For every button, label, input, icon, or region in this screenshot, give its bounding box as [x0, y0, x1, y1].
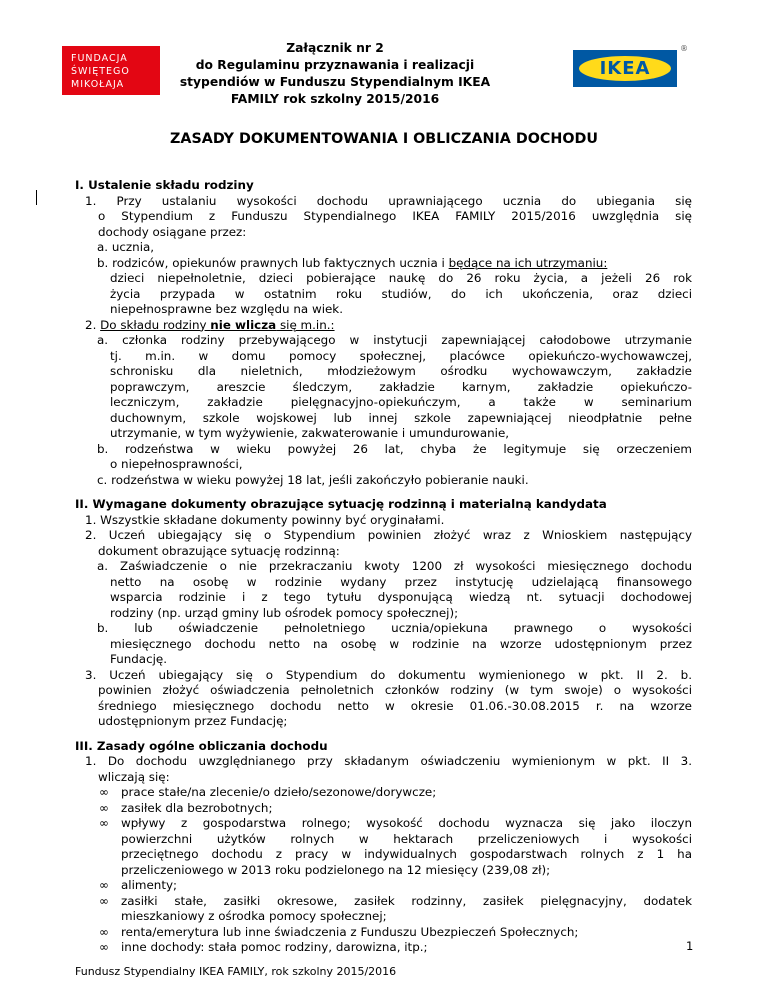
text-cursor [36, 190, 37, 205]
infinity-bullet-icon: ∞ [99, 878, 109, 892]
underlined-text: się m.in.: [276, 317, 335, 332]
ikea-logo-oval [579, 56, 671, 81]
bullet-item [99, 785, 692, 801]
paragraph-line: Fundację. [110, 652, 168, 666]
underlined-text: Do składu rodziny [100, 317, 211, 332]
paragraph-line: o niepełnosprawności, [110, 457, 243, 471]
paragraph-line: wsparcia rodzinie i z tego tytułu dysponującą wiedzą nt. sytuacji dochodowej [110, 590, 692, 604]
header-line: FAMILY rok szkolny 2015/2016 [230, 92, 440, 106]
paragraph-line: powinien złożyć oświadczenia pełnoletnich członków rodziny (w tym swoje) o wysokości [98, 683, 692, 697]
paragraph-line: przeciętnego dochodu z pracy w indywidualnych gospodarstwach rolnych z 1 ha [121, 847, 692, 861]
section-heading: II. Wymagane dokumenty obrazujące sytuację rodzinną i materialną kandydata [75, 497, 607, 511]
paragraph-line: b. lub oświadczenie pełnoletniego ucznia/opiekuna prawnego o wysokości [97, 621, 692, 635]
paragraph-line: średniego miesięcznego dochodu netto w okresie 01.06.-30.08.2015 r. na wzorze [98, 698, 692, 713]
bullet-text: zasiłek dla bezrobotnych; [121, 800, 273, 815]
bullet-item [99, 878, 692, 894]
paragraph-line: 1. Do dochodu uwzględnianego przy składanym oświadczeniu wymienionym w pkt. II 3. [85, 754, 692, 768]
bullet-item [99, 816, 692, 832]
paragraph-line: netto na osobę w rodzinie wydany przez instytucję udzielającą finansowego [110, 574, 692, 589]
bullet-item [99, 925, 692, 941]
infinity-bullet-icon: ∞ [99, 785, 109, 799]
paragraph-line: tj. m.in. w domu pomocy społecznej, placówce opiekuńczo-wychowawczej, [110, 348, 692, 363]
bullet-text: alimenty; [121, 878, 178, 892]
text-span: b. rodziców, opiekunów prawnych lub faktycznych ucznia i [97, 255, 449, 270]
paragraph-line: schronisku dla nieletnich, młodzieżowym ośrodku wychowawczym, zakładzie [110, 364, 692, 378]
header-line: stypendiów w Funduszu Stypendialnym IKEA [179, 75, 491, 89]
paragraph-line: powierzchni użytków rolnych w hektarach przeliczeniowych i wysokości [121, 831, 692, 846]
paragraph-line: 3. Uczeń ubiegający się o Stypendium do dokumentu wymienionego w pkt. II 2. b. [85, 667, 692, 682]
paragraph-line: udostępnionym przez Fundację; [98, 714, 288, 728]
bullet-text: renta/emerytura lub inne świadczenia z Funduszu Ubezpieczeń Społecznych; [121, 924, 579, 939]
paragraph-line: przeliczeniowego w 2013 roku podzielonego na 12 miesięcy (239,08 zł); [121, 862, 551, 877]
paragraph-line: 1. Przy ustalaniu wysokości dochodu uprawniającego ucznia do ubiegania się [85, 193, 692, 208]
underlined-text: będące na ich utrzymaniu: [448, 255, 608, 270]
paragraph-line: miesięcznego dochodu netto na osobę w rodzinie na wzorze udostępnionym przez [110, 636, 692, 651]
bullet-text: zasiłki stałe, zasiłki okresowe, zasiłek rodzinny, zasiłek pielęgnacyjny, dodatek [121, 893, 692, 908]
bullet-text: prace stałe/na zlecenie/o dzieło/sezonowe/dorywcze; [121, 785, 437, 799]
page-number: 1 [686, 939, 694, 953]
paragraph-line: b. rodzeństwa w wieku powyżej 26 lat, chyba że legitymuje się orzeczeniem [97, 441, 692, 456]
bullet-item [99, 894, 692, 910]
paragraph-line: wliczają się: [98, 769, 170, 784]
section-heading: I. Ustalenie składu rodziny [75, 178, 254, 192]
infinity-bullet-icon: ∞ [99, 800, 109, 815]
section-heading: III. Zasady ogólne obliczania dochodu [75, 738, 328, 753]
paragraph-line: poprawczym, areszcie śledczym, zakładzie karnym, zakładzie opiekuńczo- [110, 379, 692, 394]
header-line: Załącznik nr 2 [286, 41, 384, 55]
registered-mark: ® [680, 44, 688, 53]
paragraph-line: dzieci niepełnoletnie, dzieci pobierające naukę do 26 roku życia, a jeżeli 26 rok [110, 271, 692, 285]
list-item: a. ucznia, [97, 240, 155, 254]
bullet-text: inne dochody: stała pomoc rodziny, darowizna, itp.; [121, 940, 428, 954]
logo-line: FUNDACJA [71, 53, 128, 64]
infinity-bullet-icon: ∞ [99, 940, 109, 954]
paragraph-line: dokument obrazujące sytuację rodzinną: [98, 543, 340, 558]
ikea-logo-text: IKEA [599, 58, 651, 79]
text-span: 2. [85, 317, 101, 332]
list-item: c. rodzeństwa w wieku powyżej 18 lat, jeśli zakończyło pobieranie nauki. [97, 472, 529, 487]
paragraph-line: życia przypada w ostatnim roku studiów, do ich ukończenia, oraz dzieci [110, 286, 692, 301]
paragraph-line: leczniczym, zakładzie pielęgnacyjno-opiekuńczym, a także w seminarium [110, 395, 692, 409]
header-line: do Regulaminu przyznawania i realizacji [195, 58, 475, 72]
bullet-text: wpływy z gospodarstwa rolnego; wysokość dochodu wyznacza się jako iloczyn [121, 816, 692, 830]
bold-underlined-text: nie wlicza [210, 317, 277, 332]
paragraph-line: mieszkaniowy z ośrodka pomocy społecznej; [121, 909, 387, 923]
infinity-bullet-icon: ∞ [99, 893, 109, 908]
bullet-item [99, 801, 692, 817]
document-title: ZASADY DOKUMENTOWANIA I OBLICZANIA DOCHODU [170, 131, 598, 147]
bullet-item [99, 940, 692, 956]
ikea-logo [573, 50, 677, 87]
list-item [97, 256, 692, 272]
paragraph-line: utrzymanie, w tym wyżywienie, zakwaterowanie i umundurowanie, [110, 426, 510, 440]
paragraph-line: rodziny (np. urząd gminy lub ośrodek pomocy społecznej); [110, 605, 459, 620]
list-item [85, 318, 692, 334]
logo-line: ŚWIĘTEGO [71, 66, 130, 77]
paragraph-line: a. Zaświadczenie o nie przekraczaniu kwoty 1200 zł wysokości miesięcznego dochodu [97, 559, 692, 573]
list-item: 1. Wszystkie składane dokumenty powinny być oryginałami. [85, 512, 445, 527]
paragraph-line: 2. Uczeń ubiegający się o Stypendium powinien złożyć wraz z Wnioskiem następujący [85, 528, 692, 542]
paragraph-line: o Stypendium z Funduszu Stypendialnego IKEA FAMILY 2015/2016 uwzględnia się [98, 209, 692, 223]
infinity-bullet-icon: ∞ [99, 924, 109, 939]
fundacja-logo [62, 46, 160, 95]
document-body [75, 178, 692, 956]
infinity-bullet-icon: ∞ [99, 816, 109, 830]
attachment-header [170, 40, 500, 108]
page-footer: Fundusz Stypendialny IKEA FAMILY, rok szkolny 2015/2016 [75, 965, 397, 978]
paragraph-line: dochody osiągane przez: [98, 224, 247, 239]
paragraph-line: a. członka rodziny przebywającego w instytucji zapewniającej całodobowe utrzymanie [97, 333, 692, 347]
paragraph-line: niepełnosprawne bez względu na wiek. [110, 302, 343, 316]
logo-line: MIKOŁAJA [71, 79, 125, 90]
paragraph-line: duchownym, szkole wojskowej lub innej szkole zapewniającej nieodpłatnie pełne [110, 410, 692, 425]
